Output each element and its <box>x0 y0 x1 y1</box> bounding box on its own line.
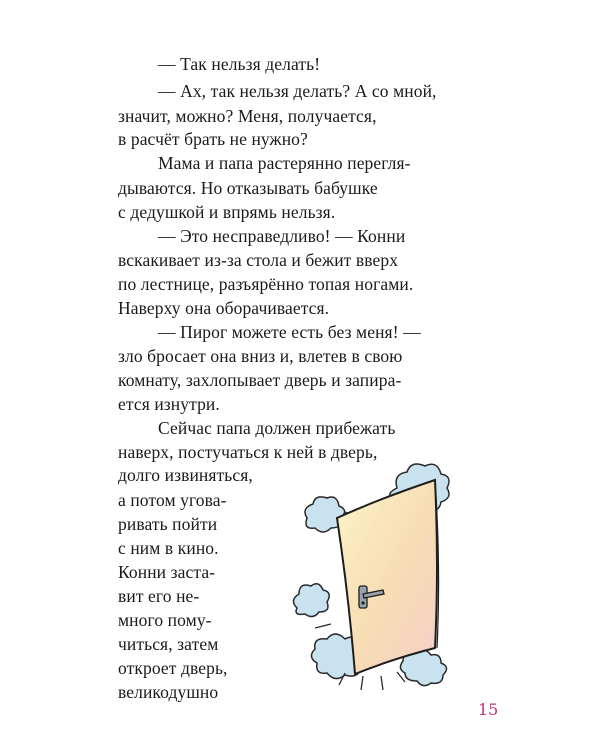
text-line: Конни заста- <box>118 562 216 582</box>
text-line: — Ах, так нельзя делать? А со мной, <box>158 81 437 101</box>
text-line: — Пирог можете есть без меня! — <box>158 322 421 342</box>
text-line: по лестнице, разъярённо топая ногами. <box>118 274 414 294</box>
door-panel <box>337 480 437 674</box>
text-line: наверх, постучаться к ней в дверь, <box>118 442 378 462</box>
slammed-door-illustration <box>285 458 485 698</box>
text-line: ривать пойти <box>118 514 218 534</box>
text-line: — Так нельзя делать! <box>158 54 321 74</box>
smoke-puff-icon <box>293 584 329 617</box>
text-line: великодушно <box>118 682 219 702</box>
text-line: комнату, захлопывает дверь и запира- <box>118 370 402 390</box>
text-line: вскакивает из-за стола и бежит вверх <box>118 250 399 270</box>
text-line: Наверху она оборачивается. <box>118 298 330 318</box>
text-line: долго извиняться, <box>118 465 253 485</box>
text-line: Мама и папа растерянно перегля- <box>158 153 411 173</box>
text-line: ется изнутри. <box>118 394 220 414</box>
text-line: — Это несправедливо! — Конни <box>158 226 406 246</box>
text-line: с ним в кино. <box>118 538 219 558</box>
text-line: вит его не- <box>118 586 200 606</box>
text-line: Сейчас папа должен прибежать <box>158 418 396 438</box>
text-line: значит, можно? Меня, получается, <box>118 106 377 126</box>
text-line: в расчёт брать не нужно? <box>118 129 308 149</box>
text-line: откроет дверь, <box>118 658 228 678</box>
text-line: а потом угова- <box>118 490 227 510</box>
text-line: дываются. Но отказывать бабушке <box>118 178 378 198</box>
text-line: зло бросает она вниз и, влетев в свою <box>118 346 403 366</box>
text-line: с дедушкой и впрямь нельзя. <box>118 202 336 222</box>
text-line: много пому- <box>118 610 212 630</box>
page-number: 15 <box>478 700 499 719</box>
text-line: читься, затем <box>118 634 219 654</box>
